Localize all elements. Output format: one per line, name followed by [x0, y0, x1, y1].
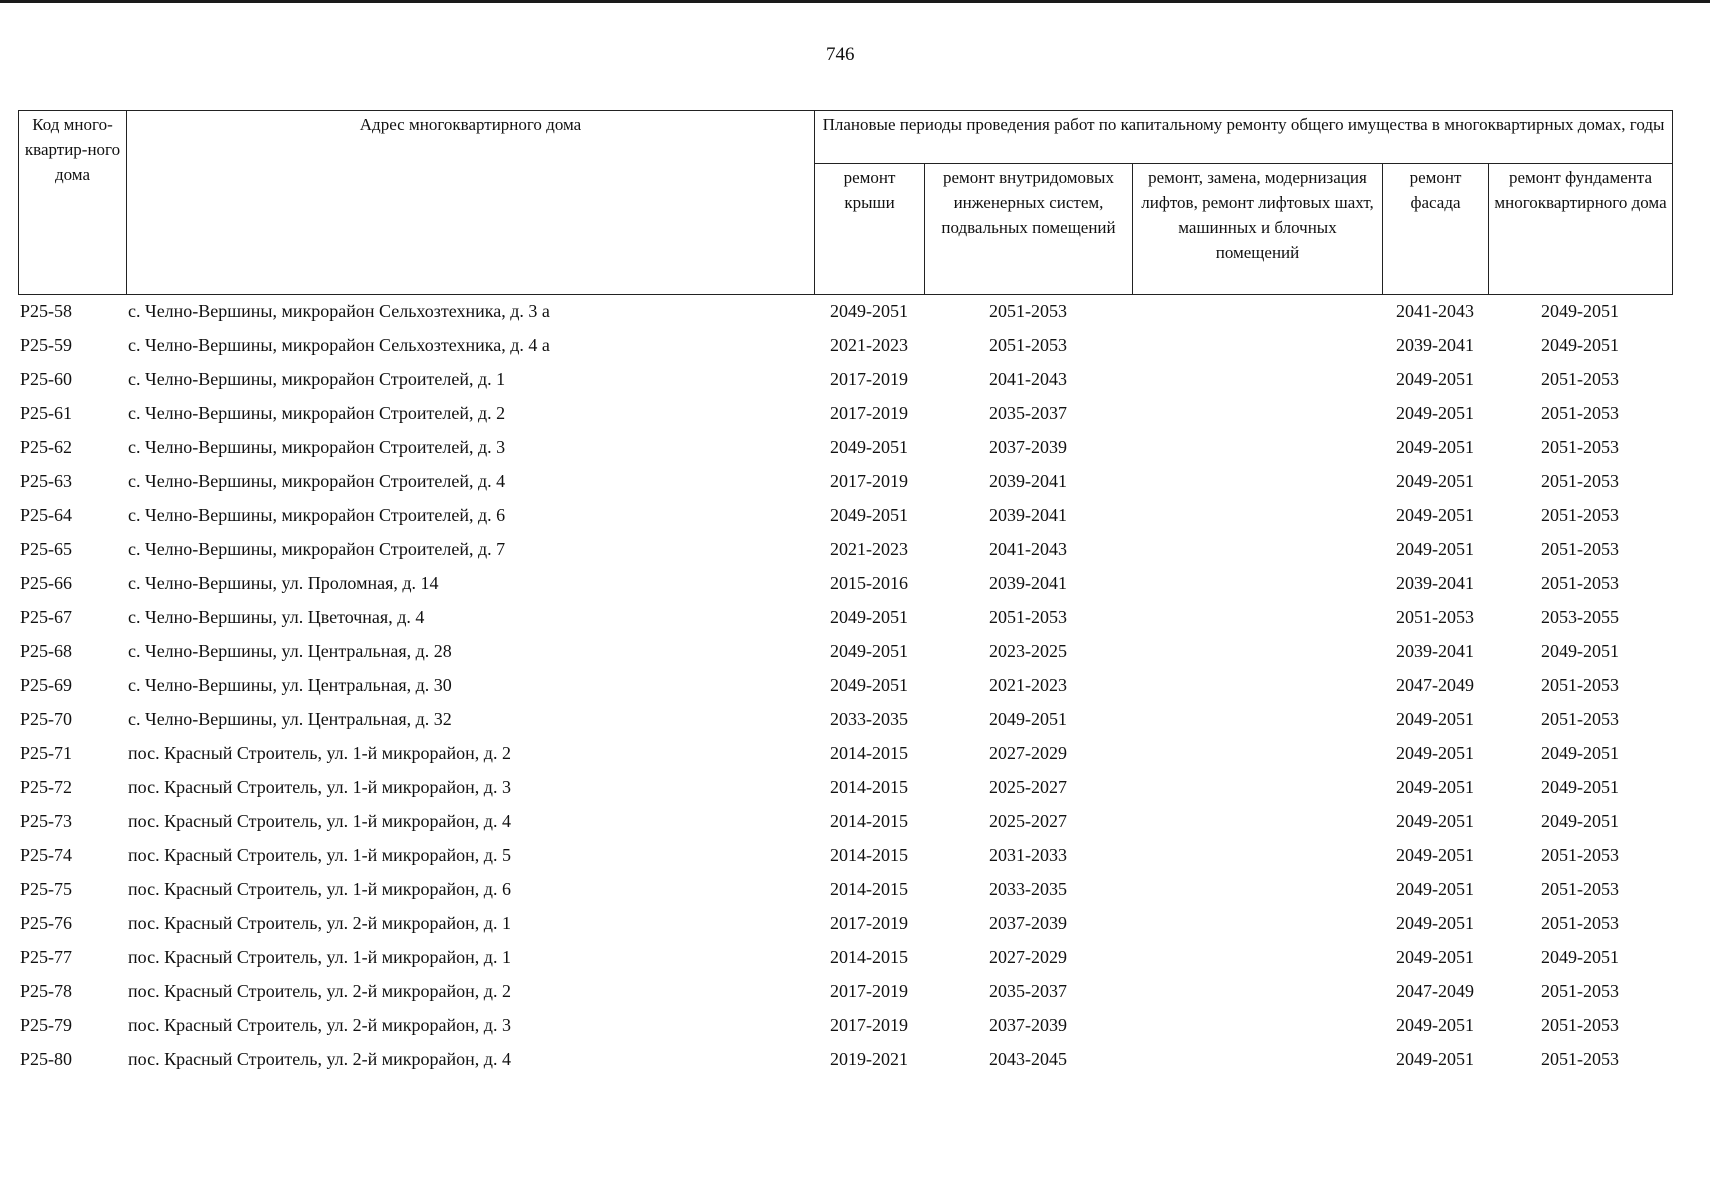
row-code: P25-66 [20, 572, 73, 593]
table-header [18, 110, 1673, 295]
row-code: P25-79 [20, 1014, 73, 1035]
row-address: с. Челно-Вершины, ул. Центральная, д. 30 [128, 674, 452, 695]
row-address: с. Челно-Вершины, микрорайон Сельхозтехника, д. 3 а [128, 300, 550, 321]
row-elevator [1132, 974, 1382, 1008]
row-code: P25-62 [20, 436, 73, 457]
table-row [18, 872, 1672, 906]
table-row [18, 940, 1672, 974]
row-address: пос. Красный Строитель, ул. 1-й микрорайон, д. 3 [128, 776, 511, 797]
row-roof: 2017-2019 [830, 912, 908, 933]
row-engineering: 2041-2043 [989, 368, 1067, 389]
row-foundation: 2051-2053 [1541, 1014, 1619, 1035]
row-engineering: 2037-2039 [989, 1014, 1067, 1035]
table-row [18, 702, 1672, 736]
row-engineering: 2023-2025 [989, 640, 1067, 661]
row-engineering: 2021-2023 [989, 674, 1067, 695]
row-facade: 2049-2051 [1396, 368, 1474, 389]
row-engineering: 2051-2053 [989, 300, 1067, 321]
row-address: пос. Красный Строитель, ул. 2-й микрорайон, д. 3 [128, 1014, 511, 1035]
row-address: с. Челно-Вершины, микрорайон Строителей, д. 2 [128, 402, 506, 423]
row-address: с. Челно-Вершины, микрорайон Строителей, д. 6 [128, 504, 506, 525]
row-code: P25-69 [20, 674, 73, 695]
row-facade: 2049-2051 [1396, 912, 1474, 933]
row-foundation: 2051-2053 [1541, 470, 1619, 491]
row-foundation: 2049-2051 [1541, 776, 1619, 797]
row-code: P25-63 [20, 470, 73, 491]
row-elevator [1132, 362, 1382, 396]
row-elevator [1132, 906, 1382, 940]
row-elevator [1132, 498, 1382, 532]
row-engineering: 2025-2027 [989, 776, 1067, 797]
row-roof: 2021-2023 [830, 538, 908, 559]
table-row [18, 294, 1672, 328]
row-roof: 2049-2051 [830, 606, 908, 627]
row-roof: 2014-2015 [830, 844, 908, 865]
row-address: с. Челно-Вершины, ул. Цветочная, д. 4 [128, 606, 425, 627]
row-address: пос. Красный Строитель, ул. 2-й микрорайон, д. 4 [128, 1048, 511, 1069]
row-engineering: 2039-2041 [989, 572, 1067, 593]
row-facade: 2047-2049 [1396, 674, 1474, 695]
row-elevator [1132, 566, 1382, 600]
table-row [18, 770, 1672, 804]
row-roof: 2021-2023 [830, 334, 908, 355]
row-elevator [1132, 702, 1382, 736]
row-roof: 2049-2051 [830, 436, 908, 457]
row-roof: 2014-2015 [830, 946, 908, 967]
header-foundation: ремонт фундамента многоквартирного дома [1489, 164, 1673, 295]
row-foundation: 2051-2053 [1541, 538, 1619, 559]
row-elevator [1132, 770, 1382, 804]
row-code: P25-68 [20, 640, 73, 661]
row-engineering: 2037-2039 [989, 436, 1067, 457]
row-roof: 2014-2015 [830, 742, 908, 763]
row-address: с. Челно-Вершины, ул. Центральная, д. 32 [128, 708, 452, 729]
row-code: P25-65 [20, 538, 73, 559]
row-engineering: 2037-2039 [989, 912, 1067, 933]
row-address: пос. Красный Строитель, ул. 1-й микрорайон, д. 6 [128, 878, 511, 899]
row-facade: 2049-2051 [1396, 436, 1474, 457]
row-code: P25-71 [20, 742, 73, 763]
row-code: P25-72 [20, 776, 73, 797]
row-facade: 2049-2051 [1396, 402, 1474, 423]
header-code: Код много-квартир-ного дома [19, 111, 127, 295]
row-facade: 2049-2051 [1396, 878, 1474, 899]
row-facade: 2049-2051 [1396, 776, 1474, 797]
row-engineering: 2039-2041 [989, 470, 1067, 491]
table-row [18, 906, 1672, 940]
row-facade: 2051-2053 [1396, 606, 1474, 627]
row-foundation: 2049-2051 [1541, 640, 1619, 661]
row-foundation: 2049-2051 [1541, 946, 1619, 967]
table-row [18, 736, 1672, 770]
row-facade: 2049-2051 [1396, 1014, 1474, 1035]
row-elevator [1132, 532, 1382, 566]
row-facade: 2041-2043 [1396, 300, 1474, 321]
row-engineering: 2031-2033 [989, 844, 1067, 865]
row-facade: 2039-2041 [1396, 640, 1474, 661]
row-foundation: 2051-2053 [1541, 878, 1619, 899]
header-elevator: ремонт, замена, модернизация лифтов, ремонт лифтовых шахт, машинных и блочных помещений [1133, 164, 1383, 295]
table-row [18, 974, 1672, 1008]
row-facade: 2039-2041 [1396, 572, 1474, 593]
row-code: P25-61 [20, 402, 73, 423]
table-row [18, 498, 1672, 532]
row-code: P25-64 [20, 504, 73, 525]
top-border-line [0, 0, 1710, 3]
row-code: P25-80 [20, 1048, 73, 1069]
row-elevator [1132, 872, 1382, 906]
row-elevator [1132, 600, 1382, 634]
row-code: P25-59 [20, 334, 73, 355]
row-facade: 2049-2051 [1396, 504, 1474, 525]
row-code: P25-76 [20, 912, 73, 933]
row-elevator [1132, 838, 1382, 872]
row-facade: 2049-2051 [1396, 742, 1474, 763]
row-address: пос. Красный Строитель, ул. 1-й микрорайон, д. 4 [128, 810, 511, 831]
row-facade: 2049-2051 [1396, 538, 1474, 559]
table-row [18, 1042, 1672, 1076]
row-address: пос. Красный Строитель, ул. 2-й микрорайон, д. 1 [128, 912, 511, 933]
row-address: пос. Красный Строитель, ул. 1-й микрорайон, д. 1 [128, 946, 511, 967]
row-address: с. Челно-Вершины, микрорайон Строителей, д. 7 [128, 538, 506, 559]
row-elevator [1132, 430, 1382, 464]
row-foundation: 2051-2053 [1541, 674, 1619, 695]
table-row [18, 804, 1672, 838]
table-body [18, 294, 1672, 1076]
row-roof: 2014-2015 [830, 878, 908, 899]
row-foundation: 2051-2053 [1541, 436, 1619, 457]
row-address: с. Челно-Вершины, микрорайон Сельхозтехника, д. 4 а [128, 334, 550, 355]
row-roof: 2014-2015 [830, 776, 908, 797]
row-roof: 2017-2019 [830, 402, 908, 423]
row-elevator [1132, 668, 1382, 702]
row-roof: 2033-2035 [830, 708, 908, 729]
row-foundation: 2049-2051 [1541, 742, 1619, 763]
row-roof: 2049-2051 [830, 300, 908, 321]
row-code: P25-67 [20, 606, 73, 627]
row-engineering: 2033-2035 [989, 878, 1067, 899]
row-elevator [1132, 294, 1382, 328]
row-elevator [1132, 736, 1382, 770]
row-engineering: 2035-2037 [989, 980, 1067, 1001]
table-row [18, 1008, 1672, 1042]
row-engineering: 2049-2051 [989, 708, 1067, 729]
header-periods: Плановые периоды проведения работ по капитальному ремонту общего имущества в многоквартирных домах, годы [815, 111, 1673, 164]
table-row [18, 566, 1672, 600]
row-elevator [1132, 328, 1382, 362]
table-row [18, 328, 1672, 362]
table-row [18, 464, 1672, 498]
row-elevator [1132, 1008, 1382, 1042]
row-roof: 2017-2019 [830, 980, 908, 1001]
table-row [18, 430, 1672, 464]
rows-container [18, 294, 1672, 1076]
row-foundation: 2051-2053 [1541, 504, 1619, 525]
row-facade: 2049-2051 [1396, 1048, 1474, 1069]
row-roof: 2017-2019 [830, 470, 908, 491]
row-facade: 2047-2049 [1396, 980, 1474, 1001]
row-address: пос. Красный Строитель, ул. 1-й микрорайон, д. 5 [128, 844, 511, 865]
row-foundation: 2051-2053 [1541, 402, 1619, 423]
header-address: Адрес многоквартирного дома [127, 111, 815, 295]
row-facade: 2039-2041 [1396, 334, 1474, 355]
row-foundation: 2051-2053 [1541, 572, 1619, 593]
row-roof: 2017-2019 [830, 368, 908, 389]
row-foundation: 2051-2053 [1541, 844, 1619, 865]
row-address: пос. Красный Строитель, ул. 1-й микрорайон, д. 2 [128, 742, 511, 763]
header-roof: ремонт крыши [815, 164, 925, 295]
row-engineering: 2041-2043 [989, 538, 1067, 559]
row-address: с. Челно-Вершины, ул. Центральная, д. 28 [128, 640, 452, 661]
table-row [18, 838, 1672, 872]
row-address: с. Челно-Вершины, микрорайон Строителей, д. 4 [128, 470, 506, 491]
header-facade: ремонт фасада [1383, 164, 1489, 295]
row-foundation: 2051-2053 [1541, 912, 1619, 933]
row-roof: 2049-2051 [830, 640, 908, 661]
row-address: с. Челно-Вершины, микрорайон Строителей, д. 3 [128, 436, 506, 457]
row-elevator [1132, 396, 1382, 430]
row-foundation: 2053-2055 [1541, 606, 1619, 627]
row-roof: 2015-2016 [830, 572, 908, 593]
row-roof: 2017-2019 [830, 1014, 908, 1035]
row-engineering: 2051-2053 [989, 606, 1067, 627]
row-code: P25-74 [20, 844, 73, 865]
row-code: P25-60 [20, 368, 73, 389]
row-code: P25-70 [20, 708, 73, 729]
row-foundation: 2049-2051 [1541, 300, 1619, 321]
table-row [18, 532, 1672, 566]
page-number: 746 [826, 44, 855, 65]
row-roof: 2019-2021 [830, 1048, 908, 1069]
row-address: пос. Красный Строитель, ул. 2-й микрорайон, д. 2 [128, 980, 511, 1001]
row-foundation: 2051-2053 [1541, 980, 1619, 1001]
row-elevator [1132, 634, 1382, 668]
row-roof: 2049-2051 [830, 674, 908, 695]
row-roof: 2014-2015 [830, 810, 908, 831]
table-row [18, 362, 1672, 396]
row-engineering: 2025-2027 [989, 810, 1067, 831]
row-elevator [1132, 804, 1382, 838]
row-foundation: 2051-2053 [1541, 708, 1619, 729]
row-roof: 2049-2051 [830, 504, 908, 525]
row-engineering: 2027-2029 [989, 742, 1067, 763]
row-elevator [1132, 940, 1382, 974]
row-engineering: 2027-2029 [989, 946, 1067, 967]
table-row [18, 600, 1672, 634]
row-code: P25-75 [20, 878, 73, 899]
row-engineering: 2039-2041 [989, 504, 1067, 525]
row-engineering: 2035-2037 [989, 402, 1067, 423]
table-row [18, 668, 1672, 702]
row-foundation: 2049-2051 [1541, 334, 1619, 355]
row-facade: 2049-2051 [1396, 844, 1474, 865]
row-facade: 2049-2051 [1396, 708, 1474, 729]
table-row [18, 396, 1672, 430]
row-facade: 2049-2051 [1396, 470, 1474, 491]
row-address: с. Челно-Вершины, ул. Проломная, д. 14 [128, 572, 439, 593]
row-facade: 2049-2051 [1396, 810, 1474, 831]
row-elevator [1132, 1042, 1382, 1076]
row-foundation: 2051-2053 [1541, 1048, 1619, 1069]
row-code: P25-78 [20, 980, 73, 1001]
row-foundation: 2049-2051 [1541, 810, 1619, 831]
row-elevator [1132, 464, 1382, 498]
row-address: с. Челно-Вершины, микрорайон Строителей, д. 1 [128, 368, 506, 389]
header-engineering: ремонт внутридомовых инженерных систем, подвальных помещений [925, 164, 1133, 295]
row-engineering: 2051-2053 [989, 334, 1067, 355]
row-foundation: 2051-2053 [1541, 368, 1619, 389]
row-code: P25-77 [20, 946, 73, 967]
row-code: P25-58 [20, 300, 73, 321]
row-code: P25-73 [20, 810, 73, 831]
table-row [18, 634, 1672, 668]
row-engineering: 2043-2045 [989, 1048, 1067, 1069]
row-facade: 2049-2051 [1396, 946, 1474, 967]
